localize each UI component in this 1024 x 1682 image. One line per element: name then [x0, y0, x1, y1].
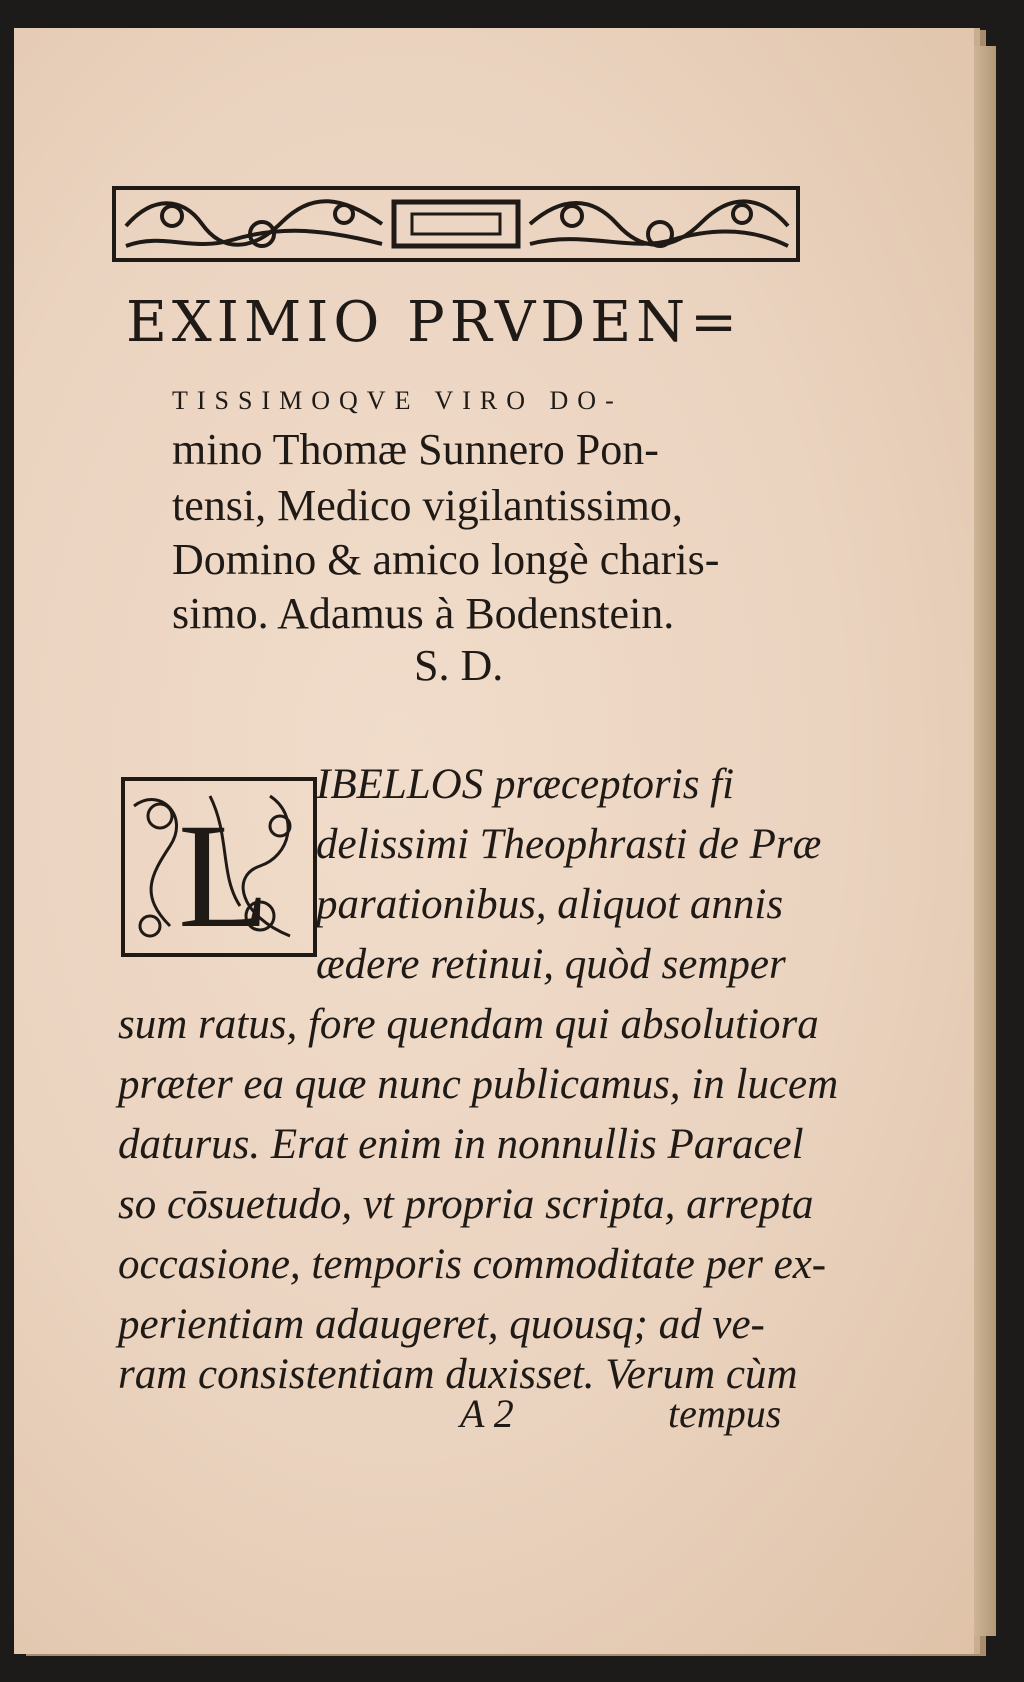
- body-line: præter ea quæ nunc publicamus, in lucem: [118, 1061, 839, 1108]
- book-page: [14, 28, 974, 1654]
- body-line: delissimi Theophrasti de Præ: [316, 821, 822, 868]
- dedication-line: Domino & amico longè charis-: [172, 535, 720, 584]
- salutation: S. D.: [414, 641, 504, 690]
- body-line: so cōsuetudo, vt propria scripta, arrepta: [118, 1181, 814, 1228]
- dedication-line: TISSIMOQVE VIRO DO-: [172, 386, 623, 415]
- body-line: perientiam adaugeret, quousq; ad ve-: [118, 1301, 765, 1348]
- ornamental-initial-icon: [120, 776, 318, 958]
- body-line: sum ratus, fore quendam qui absolutiora: [118, 1001, 819, 1048]
- signature-mark: A 2: [460, 1391, 514, 1436]
- page-edge: [974, 46, 996, 1636]
- dedication-line: mino Thomæ Sunnero Pon-: [172, 425, 659, 474]
- page-title: EXIMIO PRVDEN=: [126, 290, 743, 355]
- body-line: ram consistentiam duxisset. Verum cùm: [118, 1351, 798, 1398]
- body-line: occasione, temporis commoditate per ex-: [118, 1241, 827, 1288]
- dedication-line: tensi, Medico vigilantissimo,: [172, 481, 683, 530]
- body-line: parationibus, aliquot annis: [316, 881, 784, 928]
- body-line: IBELLOS præceptoris fi: [316, 761, 735, 808]
- head-ornament-icon: [112, 186, 800, 262]
- body-line: ædere retinui, quòd semper: [316, 941, 786, 988]
- initial-letter: L: [178, 793, 270, 958]
- catchword: tempus: [668, 1391, 782, 1436]
- body-line: daturus. Erat enim in nonnullis Paracel: [118, 1121, 804, 1168]
- dedication-line: simo. Adamus à Bodenstein.: [172, 589, 675, 638]
